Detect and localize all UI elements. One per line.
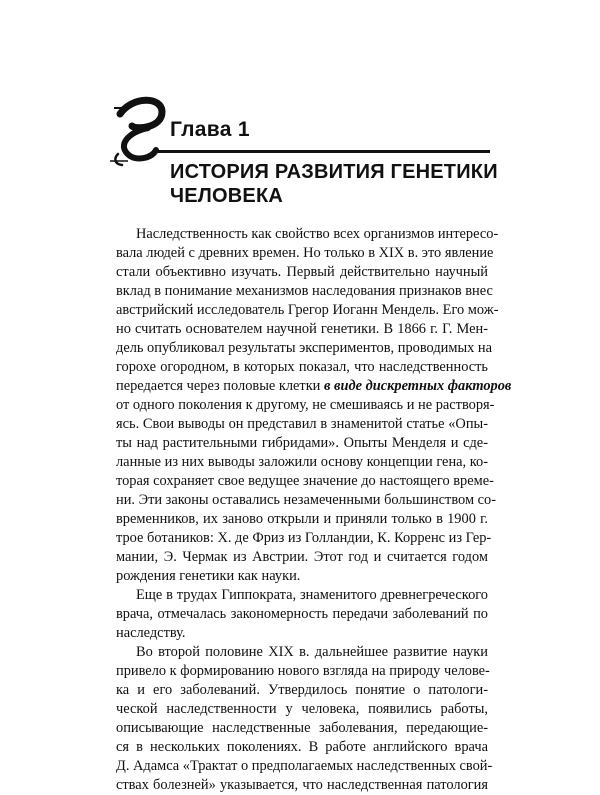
text-line: ка и его заболеваний. Утвердилось понятие о патологи-	[116, 682, 488, 698]
text-line: привело к формированию нового взгляда на природу челове-	[116, 663, 490, 679]
chapter-body	[116, 225, 512, 795]
text-line: наследству.	[116, 625, 186, 641]
text-segment: передается через половые клетки	[116, 378, 324, 394]
text-line: Во второй половине XIX в. дальнейшее развитие науки	[136, 644, 488, 660]
text-line: временников, их заново открыли и приняли только в 1900 г.	[116, 511, 488, 527]
chapter-title	[170, 160, 498, 208]
text-line: описывающие наследственные заболевания, передающие-	[116, 720, 488, 736]
paragraph	[116, 225, 512, 586]
text-line: ясь. Свои выводы он представил в знаменитой статье «Опы-	[116, 416, 488, 432]
text-line: ни. Эти законы оставались незамеченными большинством со-	[116, 492, 497, 508]
text-line: рождения генетики как науки.	[116, 568, 301, 584]
text-line: австрийский исследователь Грегор Иоганн Мендель. Его мож-	[116, 302, 499, 318]
text-line: торая сохраняет свое ведущее значение до настоящего време-	[116, 473, 494, 489]
chapter-number: Глава 1	[170, 118, 250, 141]
paragraph	[116, 643, 493, 795]
text-line: вала людей с древних времен. Но только в XIX в. это явление	[116, 245, 494, 261]
chapter-title-line: ЧЕЛОВЕКА	[170, 185, 284, 207]
text-line: Наследственность как свойство всех организмов интересо-	[136, 226, 499, 242]
emphasized-phrase: в виде дискретных факторов	[323, 378, 512, 394]
text-line: врача, отмечалась закономерность передачи заболеваний по	[116, 606, 488, 622]
text-line: мании, Э. Чермак из Австрии. Этот год и считается годом	[116, 549, 488, 565]
text-line: ческой наследственности у человека, появились работы,	[116, 701, 488, 717]
text-line: трое ботаников: Х. де Фриз из Голландии, К. Корренс из Гер-	[116, 530, 492, 546]
text-line: ты над растительными гибридами». Опыты Менделя и сде-	[116, 435, 488, 451]
chapter-divider	[155, 150, 490, 153]
chapter-title-line: ИСТОРИЯ РАЗВИТИЯ ГЕНЕТИКИ	[170, 161, 498, 183]
text-line: Д. Адамса «Трактат о предполагаемых наследственных свой-	[116, 758, 493, 774]
text-line: ланные из них выводы заложили основу концепции гена, ко-	[116, 454, 488, 470]
text-line: дель опубликовал результаты экспериментов, проводимых на	[116, 340, 492, 356]
chapter-emblem-icon	[108, 88, 168, 168]
text-line: стали объективно изучать. Первый действительно научный	[116, 264, 488, 280]
text-line: от одного поколения к другому, не смешиваясь и не растворя-	[116, 397, 495, 413]
paragraph	[116, 586, 488, 643]
text-line: ствах болезней» указывается, что наследственная патология	[116, 777, 488, 793]
text-line: но считать основателем научной генетики. В 1866 г. Г. Мен-	[116, 321, 488, 337]
text-line: горохе огородном, в которых показал, что наследственность	[116, 359, 488, 375]
text-line: вклад в понимание механизмов наследования признаков внес	[116, 283, 493, 299]
text-line	[116, 377, 512, 396]
text-line: Еще в трудах Гиппократа, знаменитого древнегреческого	[136, 587, 488, 603]
text-line: ся в нескольких поколениях. В работе английского врача	[116, 739, 488, 755]
